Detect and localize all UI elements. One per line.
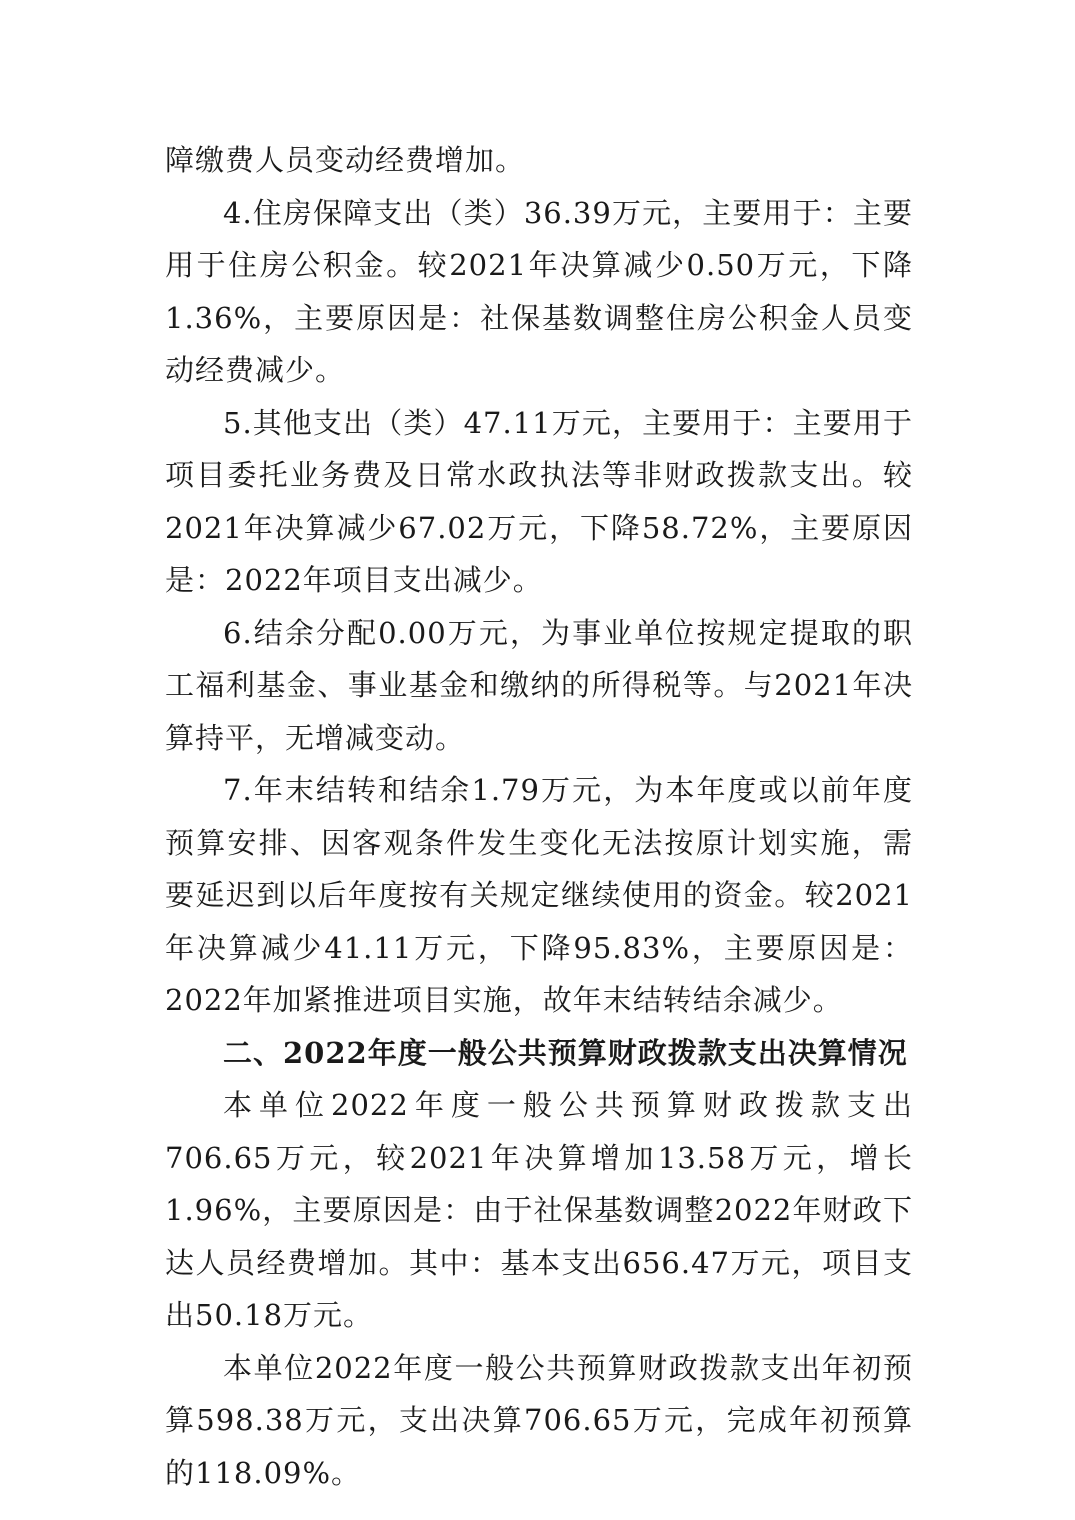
paragraph-budget-expenditure: 本单位2022年度一般公共预算财政拨款支出706.65万元，较2021年决算增加13.58万元，增长1.96%，主要原因是：由于社保基数调整2022年财政下达人员经费增加。其中：基本支出656.47万元，项目支出50.18万元。	[165, 1088, 913, 1332]
paragraph-continuation: 障缴费人员变动经费增加。	[165, 143, 526, 177]
paragraph-year-end-carryover: 7.年末结转和结余1.79万元，为本年度或以前年度预算安排、因客观条件发生变化无法按原计划实施，需要延迟到以后年度按有关规定继续使用的资金。较2021年决算减少41.11万元，下降95.83%，主要原因是：2022年加紧推进项目实施，故年末结转结余减少。	[165, 773, 913, 1017]
paragraph-initial-budget: 本单位2022年度一般公共预算财政拨款支出年初预算598.38万元，支出决算706.65万元，完成年初预算的118.09%。	[165, 1350, 913, 1490]
document-body	[165, 134, 913, 1499]
paragraph-other-expenditure: 5.其他支出（类）47.11万元，主要用于：主要用于项目委托业务费及日常水政执法等非财政拨款支出。较2021年决算减少67.02万元，下降58.72%，主要原因是：2022年项目支出减少。	[165, 405, 913, 597]
paragraph-surplus-distribution: 6.结余分配0.00万元，为事业单位按规定提取的职工福利基金、事业基金和缴纳的所得税等。与2021年决算持平，无增减变动。	[165, 615, 913, 755]
paragraph-housing-expenditure: 4.住房保障支出（类）36.39万元，主要用于：主要用于住房公积金。较2021年决算减少0.50万元，下降1.36%，主要原因是：社保基数调整住房公积金人员变动经费减少。	[165, 195, 913, 387]
section-heading: 二、2022年度一般公共预算财政拨款支出决算情况	[223, 1035, 908, 1070]
